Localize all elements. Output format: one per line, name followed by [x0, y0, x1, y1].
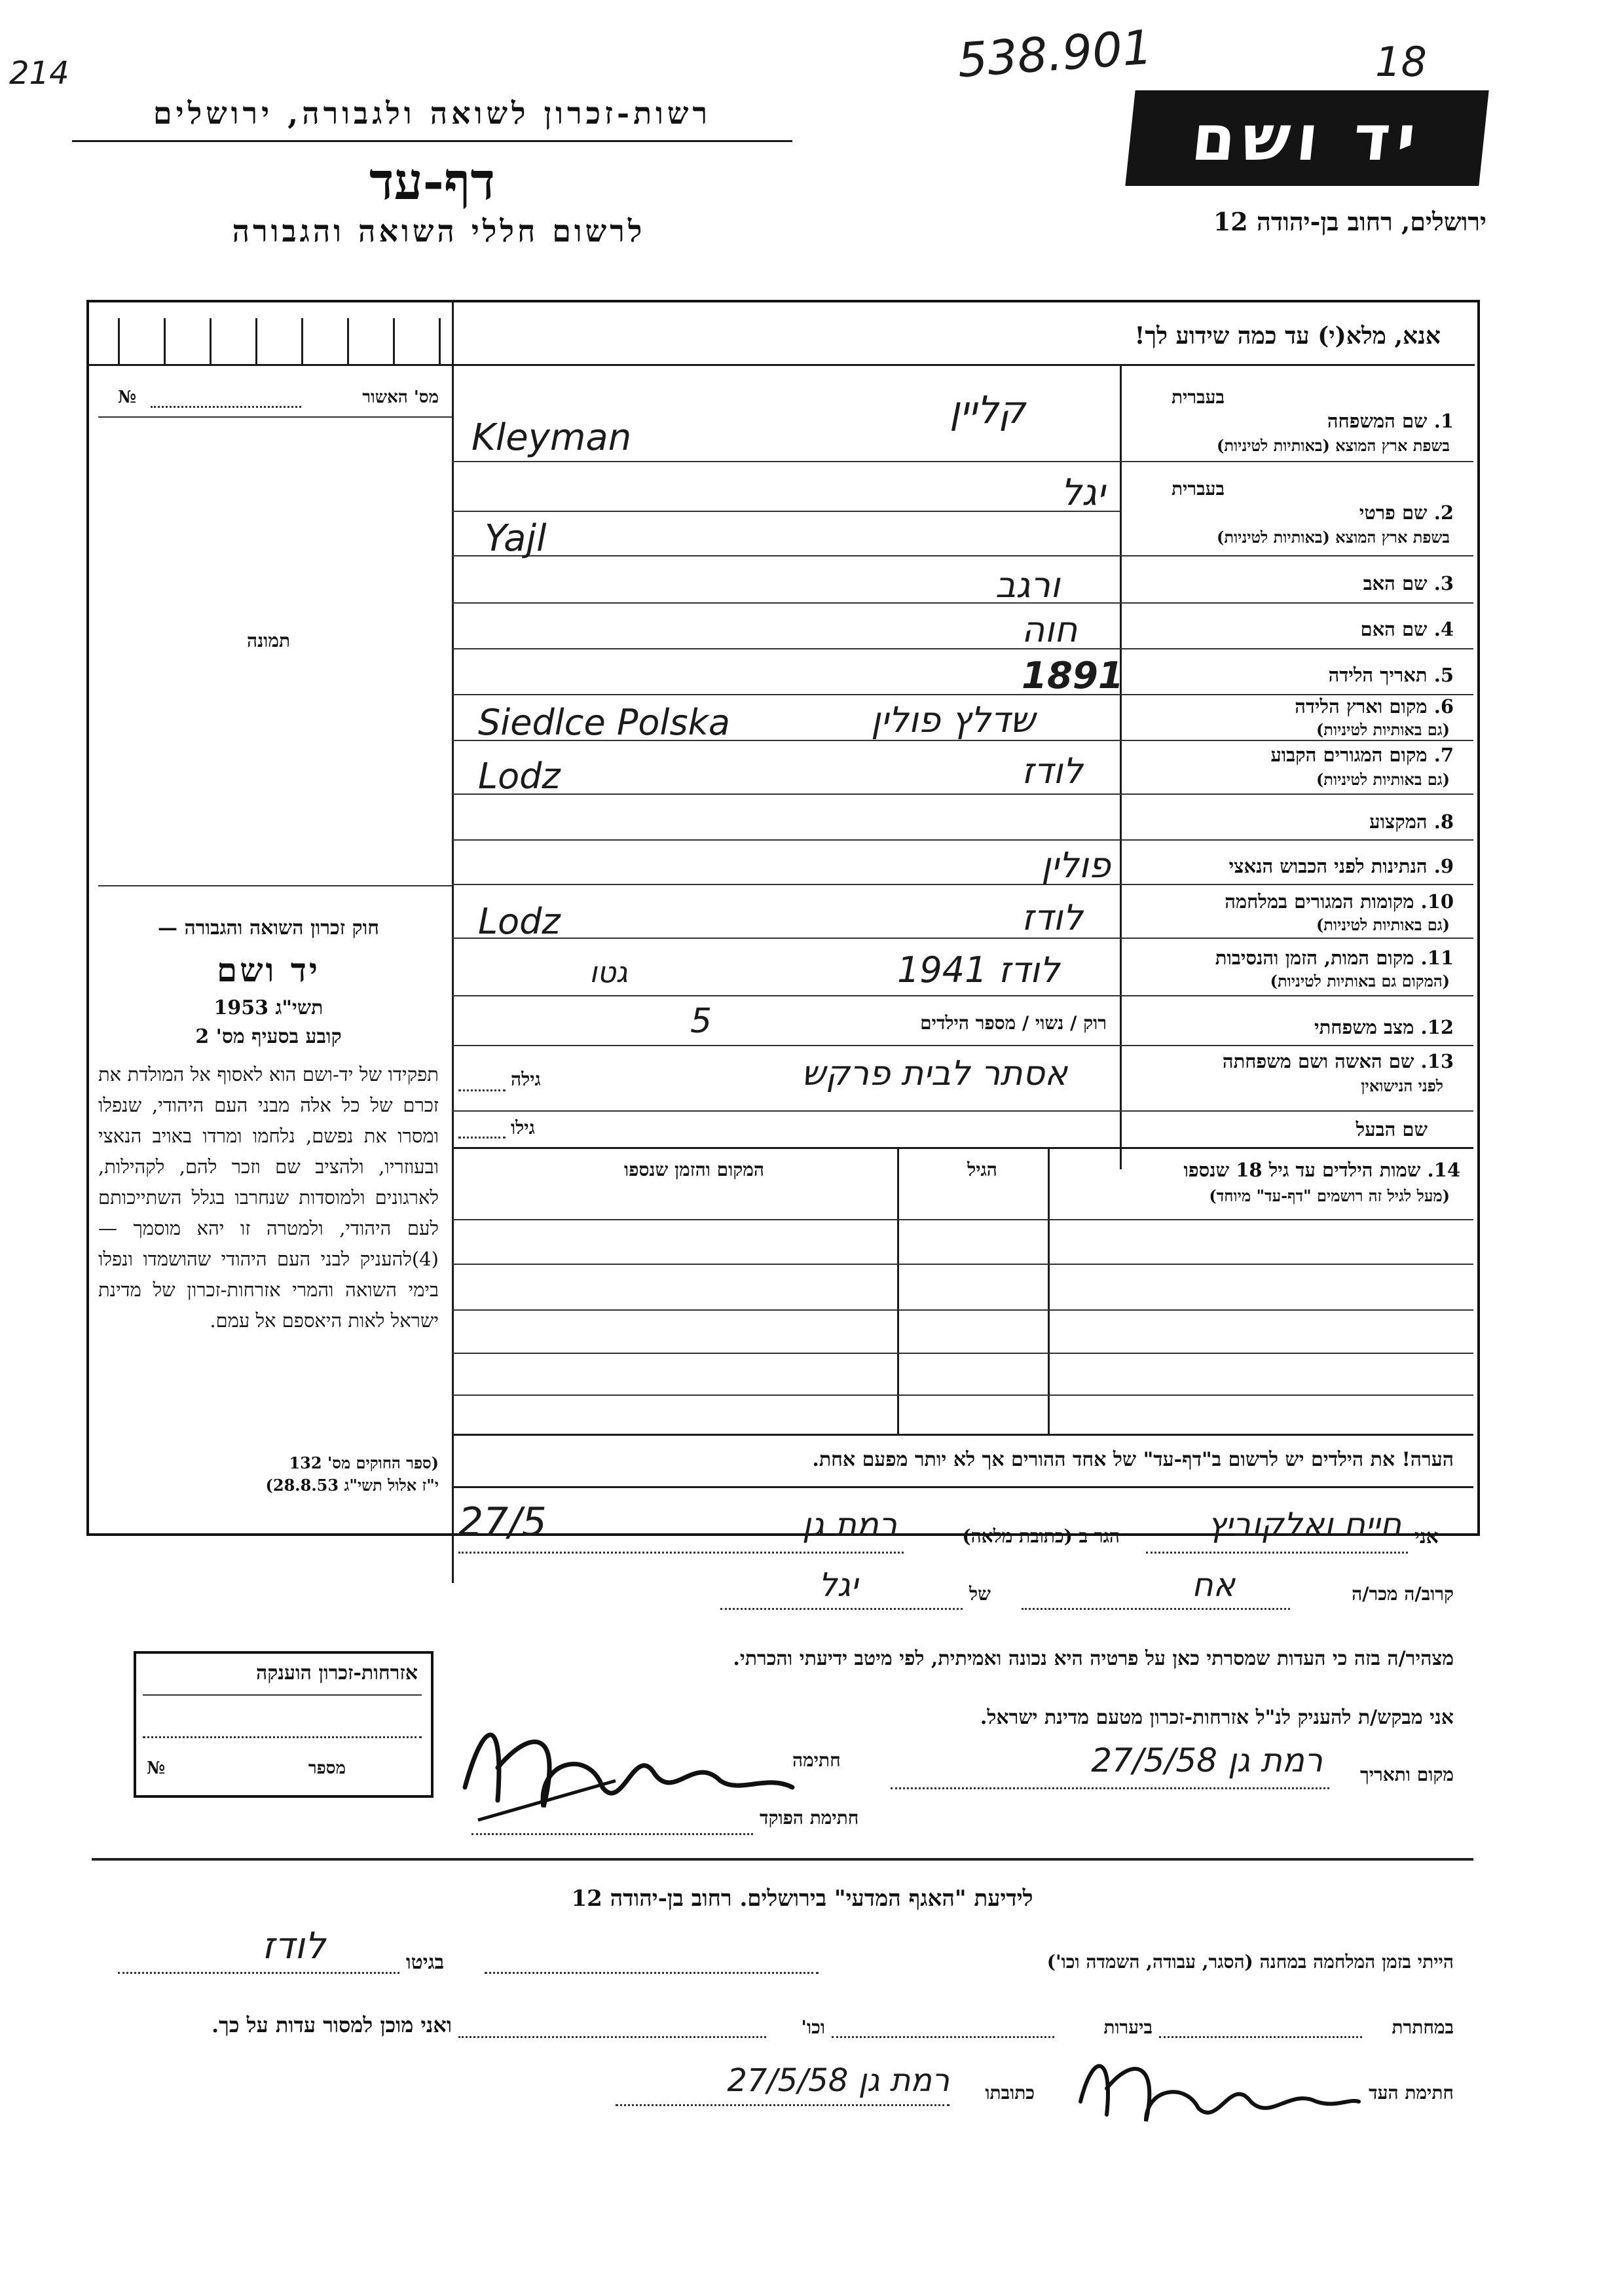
field-9-label	[1126, 855, 1454, 878]
field-2-label	[1126, 501, 1454, 524]
row-line-1	[452, 461, 1473, 462]
field-12-name: מצב משפחתי	[1314, 1016, 1414, 1038]
decl-declare-text: מצהיר/ה בזה כי העדות שמסרתי כאן על פרטיה היא נכונה ואמיתית, לפי מיטב ידיעתי והכרתי.	[733, 1647, 1454, 1670]
approval-label: מס' האשור	[362, 388, 439, 407]
field-7-name: מקום המגורים הקבוע	[1270, 744, 1428, 766]
photo-bottom	[98, 885, 452, 886]
banner-divider	[86, 364, 1475, 366]
field-10-latin-value: Lodz	[478, 901, 561, 942]
field-11-label	[1126, 947, 1454, 970]
husband-age-label: גילו	[511, 1117, 535, 1139]
field-5-name: תאריך הלידה	[1328, 664, 1428, 686]
field-1-num: 1.	[1433, 410, 1454, 432]
field-1-sub: בשפת ארץ המוצא (באותיות לטיניות)	[1217, 436, 1450, 455]
camp-text: הייתי בזמן המלחמה במחנה (הסגר, עבודה, השמדה וכו')	[1046, 1951, 1454, 1973]
field-8-name: המקצוע	[1369, 811, 1428, 833]
approval-no-sign: №	[118, 388, 137, 407]
decl-relation-label: קרוב/ה מכר/ה	[1352, 1583, 1454, 1605]
children-label	[1061, 1159, 1460, 1182]
row-line-13	[452, 1110, 1473, 1112]
etc-label: וכו'	[801, 2016, 825, 2038]
field-9-value: פולין	[1041, 845, 1111, 886]
row-line-9	[452, 884, 1473, 885]
field-6-num: 6.	[1433, 695, 1454, 718]
children-sub: (מעל לגיל זה רושמים "דף-עד" מיוחד)	[1209, 1186, 1450, 1205]
decl-place-date-label: מקום ותאריך	[1359, 1764, 1454, 1785]
field-11-sub: (המקום גם באותיות לטיניות)	[1270, 972, 1450, 991]
field-2-hebrew-value: יגל	[1061, 471, 1105, 514]
address-label: כתובתו	[985, 2082, 1035, 2104]
row-line-2	[452, 555, 1473, 556]
ghetto-value: לודז	[262, 1925, 326, 1967]
decl-address-line	[458, 1552, 904, 1554]
decl-of-value: יגל	[819, 1566, 858, 1604]
approval-divider	[98, 416, 452, 418]
row-line-7	[452, 793, 1473, 795]
law-date: י"ז אלול תשי"ג 28.8.53)	[265, 1476, 439, 1495]
decl-i-label: אני	[1414, 1525, 1439, 1548]
field-6-sub: (גם באותיות לטיניות)	[1316, 720, 1450, 739]
yad-vashem-address: ירושלים, רחוב בן-יהודה 12	[1213, 207, 1486, 236]
bottom-title: לידיעת "האגף המדעי" בירושלים. רחוב בן-יהודה 12	[571, 1886, 1033, 1912]
field-4-value: חוה	[1022, 609, 1078, 650]
field-12-options: רוק / נשוי / מספר הילדים	[920, 1012, 1107, 1034]
decl-signature-label: חתימה	[792, 1749, 841, 1771]
field-3-name: שם האב	[1363, 572, 1428, 594]
children-row-2	[452, 1264, 1473, 1265]
citizenship-box	[134, 1651, 434, 1798]
children-col-age: הגיל	[967, 1159, 997, 1180]
decl-place-date-value: רמת גן 27/5/58	[1091, 1741, 1323, 1779]
children-row-1	[452, 1219, 1473, 1220]
field-8-label	[1126, 811, 1454, 833]
field-6-hebrew-value: שדלץ פולין	[871, 699, 1035, 740]
address-value: רמת גן 27/5/58	[727, 2062, 950, 2099]
field-12-label	[1126, 1016, 1454, 1039]
field-5-value: 1891	[1022, 655, 1124, 697]
corner-mark: 214	[9, 55, 69, 92]
children-col-divider-2	[1048, 1147, 1050, 1434]
citizenship-title: אזרחות-זכרון הוענקה	[255, 1662, 418, 1685]
field-2-latin-value: Yajl	[485, 517, 547, 560]
officer-line	[471, 1833, 753, 1835]
form-title: דף-עד	[369, 152, 495, 211]
field-10-name: מקומות המגורים במלחמה	[1225, 890, 1414, 913]
law-text: תפקידו של יד-ושם הוא לאסוף אל המולדת את זכרם של כל אלה מבני העם היהודי, שנפלו ומסרו את נפשם, נלחמו ומרדו באויב הנאצי ובעוזריו, ולהציב שם וזכר להם, לקהילות, לארגונים ולמוסדות שנחרבו בגלל השתייכותם לעם היהודי, ולמטרה זו יהא מוסמך — (4)להעניק לבני העם היהודי שהושמדו ונפלו בימי השואה והמרי אזרחות-זכרון של מדינת ישראל לאות היאספם אל עמם.	[98, 1063, 439, 1332]
org-name: יד ושם	[217, 951, 320, 989]
field-11-name: מקום המות, הזמן והנסיבות	[1215, 947, 1414, 969]
page-number: 18	[1375, 38, 1427, 86]
children-bottom	[452, 1434, 1473, 1436]
children-col-place: המקום והזמן שנספו	[624, 1159, 764, 1180]
field-7-num: 7.	[1433, 744, 1454, 766]
approval-boxes	[92, 312, 452, 364]
authority-underline	[72, 140, 792, 142]
cut-line	[92, 1858, 1473, 1861]
husband-label: שם הבעל	[1356, 1118, 1428, 1140]
note-bottom	[452, 1486, 1473, 1488]
decl-of-line	[720, 1608, 963, 1610]
citizenship-no-sign: №	[147, 1758, 166, 1778]
law-source: (ספר החוקים מס' 132	[289, 1453, 439, 1472]
decl-request-text: אני מבקש/ת להעניק לנ"ל אזרחות-זכרון מטעם מדינת ישראל.	[980, 1706, 1454, 1729]
ghetto-line	[118, 1972, 399, 1974]
field-11-hebrew-value: לודז 1941	[897, 949, 1060, 991]
field-4-num: 4.	[1433, 618, 1454, 640]
field-4-name: שם האם	[1360, 618, 1428, 640]
field-11-latin-value: גטו	[589, 956, 628, 989]
children-col-divider-1	[897, 1147, 899, 1434]
row-line-10	[452, 938, 1473, 939]
photo-label: תמונה	[246, 630, 291, 651]
decl-address-value: רמת גן	[802, 1506, 897, 1544]
field-3-num: 3.	[1433, 572, 1454, 594]
field-2-num: 2.	[1433, 501, 1454, 524]
hiding-label: במחתרת	[1392, 2016, 1454, 2038]
declarant-signature	[458, 1689, 799, 1833]
law-year: תשי"ג 1953	[213, 996, 323, 1019]
row-line-1b	[452, 511, 1120, 512]
children-row-5	[452, 1394, 1473, 1396]
field-12-children-count: 5	[690, 1002, 712, 1041]
field-5-label	[1126, 664, 1454, 687]
field-1-label	[1126, 410, 1454, 433]
camp-line	[485, 1972, 819, 1974]
address-line	[616, 2104, 950, 2106]
field-3-value: ורגב	[995, 564, 1060, 606]
citizenship-number-label: מספר	[308, 1758, 346, 1778]
field-2-sub: בשפת ארץ המוצא (באותיות לטיניות)	[1217, 528, 1450, 547]
decl-of-label: של	[969, 1583, 991, 1605]
ready-text: ואני מוכן למסור עדות על כך.	[211, 2013, 452, 2037]
field-13-value: אסתר לבית פרקש	[801, 1054, 1067, 1093]
field-8-num: 8.	[1433, 811, 1454, 833]
row-line-8	[452, 839, 1473, 841]
children-num: 14.	[1427, 1159, 1460, 1181]
authority-line: רשות-זכרון לשואה ולגבורה, ירושלים	[153, 96, 712, 131]
field-11-num: 11.	[1420, 947, 1454, 969]
field-10-label	[1126, 890, 1454, 913]
field-13-name: שם האשה ושם משפחתה	[1222, 1050, 1414, 1072]
please-fill: אנא, מלא(י) עד כמה שידוע לך!	[1134, 322, 1441, 350]
field-9-name: הנתינות לפני הכבוש הנאצי	[1228, 855, 1428, 877]
row-line-3	[452, 602, 1473, 604]
field-13-sub: לפני הנישואין	[1361, 1076, 1443, 1095]
note-text: הערה! את הילדים יש לרשום ב"דף-עד" של אחד ההורים אך לא יותר מפעם אחת.	[812, 1448, 1454, 1471]
field-10-sub: (גם באותיות לטיניות)	[1316, 915, 1450, 934]
forests-line	[832, 2036, 1054, 2038]
field-13-label	[1126, 1050, 1454, 1073]
field-2-name: שם פרטי	[1359, 501, 1428, 524]
field-6-label	[1126, 695, 1454, 718]
husband-age-line	[458, 1137, 506, 1139]
label-column-border	[1120, 364, 1122, 1169]
row-line-11	[452, 995, 1473, 996]
decl-officer-label: חתימת הפוקד	[760, 1807, 859, 1829]
field-7-sub: (גם באותיות לטיניות)	[1316, 770, 1450, 789]
field-1-latin-value: Kleyman	[471, 416, 632, 459]
decl-name-line	[1146, 1552, 1408, 1554]
field-3-label	[1126, 572, 1454, 595]
field-7-hebrew-value: לודז	[1022, 750, 1083, 792]
decl-date-corner: 27/5	[458, 1499, 547, 1545]
witness-sig-label: חתימת העד	[1369, 2082, 1454, 2104]
approval-number-line	[151, 406, 301, 408]
file-number: 538.901	[955, 19, 1154, 88]
field-10-num: 10.	[1420, 890, 1454, 913]
yad-vashem-logo	[1125, 90, 1488, 186]
children-row-3	[452, 1309, 1473, 1311]
ghetto-label: בגיטו	[406, 1951, 445, 1974]
forests-label: ביערות	[1103, 2016, 1153, 2038]
field-9-num: 9.	[1433, 855, 1454, 877]
left-panel-border	[452, 300, 454, 1583]
logo-text: יד ושם	[1188, 101, 1426, 175]
field-13-num: 13.	[1420, 1050, 1454, 1072]
decl-place-date-line	[891, 1787, 1329, 1789]
row-line-4	[452, 648, 1473, 649]
law-clause: קובע בסעיף מס' 2	[195, 1025, 342, 1048]
field-6-latin-value: Siedlce Polska	[478, 702, 730, 743]
field-12-num: 12.	[1420, 1016, 1454, 1038]
field-1-hebrew-value: קליין	[950, 388, 1025, 432]
row-line-12	[452, 1045, 1473, 1046]
etc-line	[458, 2036, 766, 2038]
witness-signature	[1074, 2036, 1362, 2134]
decl-name-value: חיים ואלקוביץ	[1208, 1506, 1401, 1544]
law-title: חוק זכרון השואה והגבורה —	[158, 917, 379, 939]
field-13-age-label: גילה	[511, 1068, 541, 1090]
form-subtitle: לרשום חללי השואה והגבורה	[232, 213, 646, 249]
in-hebrew-label-1: בעברית	[1171, 386, 1225, 408]
field-7-label	[1126, 744, 1454, 767]
decl-relation-value: אח	[1192, 1566, 1236, 1604]
field-6-name: מקום וארץ הלידה	[1295, 695, 1428, 718]
field-10-hebrew-value: לודז	[1022, 897, 1083, 938]
decl-relation-line	[1022, 1608, 1290, 1610]
in-hebrew-label-2: בעברית	[1171, 478, 1225, 500]
decl-residing-label: הגר ב (כתובת מלאה)	[962, 1525, 1120, 1547]
field-7-latin-value: Lodz	[478, 756, 561, 797]
field-1-name: שם המשפחה	[1327, 410, 1428, 432]
children-row-4	[452, 1353, 1473, 1354]
row-line-14	[452, 1147, 1473, 1149]
field-5-num: 5.	[1433, 664, 1454, 686]
field-13-age-line	[458, 1089, 506, 1091]
children-title: שמות הילדים עד גיל 18 שנספו	[1183, 1159, 1421, 1181]
field-4-label	[1126, 618, 1454, 641]
